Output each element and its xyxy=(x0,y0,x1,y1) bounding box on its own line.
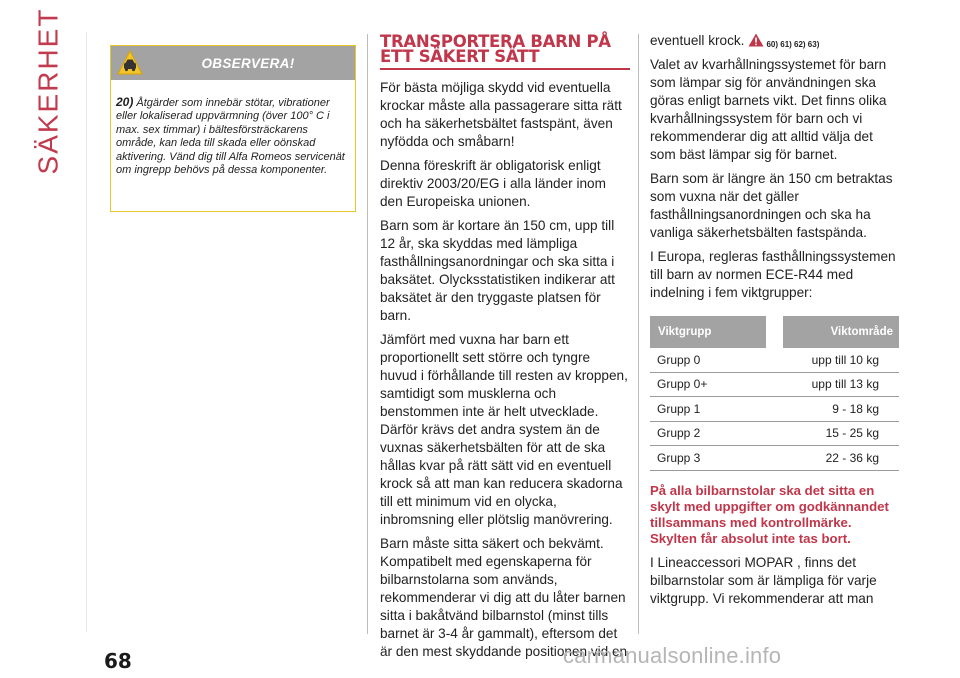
cell-range: upp till 13 kg xyxy=(811,377,879,392)
table-row xyxy=(650,373,899,398)
section-heading: TRANSPORTERA BARN PÅ ETT SÄKERT SÄTT xyxy=(380,34,630,70)
observera-body: Åtgärder som innebär stötar, vibrationer eller lokaliserad uppvärmning (över 100° C i max. sex timmar) i bältesförsträckarens område, kan leda till skada eller oönskad aktivering. Vänd dig till Alfa Romeos servicenät om ingrepp behövs på dessa komponenter. xyxy=(116,97,345,177)
observera-title: OBSERVERA! xyxy=(201,55,295,71)
car-warning-icon xyxy=(117,50,143,76)
section-tab-label: SÄKERHET xyxy=(32,7,63,175)
paragraph: Barn som är längre än 150 cm betraktas som vuxna när det gäller fasthållningsanordningen och ska ha vanliga säkerhetsbälten fastspända. xyxy=(650,171,893,240)
section-tab xyxy=(18,7,78,175)
reference-numbers: 60) 61) 62) 63) xyxy=(766,40,820,49)
cell-range: 15 - 25 kg xyxy=(825,426,879,441)
cell-group: Grupp 2 xyxy=(657,426,701,441)
cell-group: Grupp 3 xyxy=(657,450,701,465)
middle-column xyxy=(380,34,630,661)
table-header xyxy=(650,316,899,348)
header-weight-range: Viktområde xyxy=(783,316,899,348)
cell-group: Grupp 0+ xyxy=(657,377,708,392)
side-divider xyxy=(86,32,87,632)
weight-group-table xyxy=(650,316,899,471)
table-row xyxy=(650,397,899,422)
paragraph: I Lineaccessori MOPAR , finns det bilbarnstolar som är lämpliga för varje viktgrupp. Vi rekommenderar att man xyxy=(650,554,877,606)
warning-triangle-icon xyxy=(748,33,764,47)
column-divider xyxy=(638,34,639,634)
approval-label-note: På alla bilbarnstolar ska det sitta en skylt med uppgifter om godkännandet tillsammans med kontrollmärke. Skylten får absolut inte tas bort. xyxy=(650,482,889,547)
paragraph: I Europa, regleras fasthållningssystemen till barn av normen ECE-R44 med indelning i fem viktgrupper: xyxy=(650,249,896,300)
table-row xyxy=(650,422,899,447)
paragraph: Jämfört med vuxna har barn ett proportionellt sett större och tyngre huvud i förhållande till resten av kroppen, samtidigt som musklerna och benstommen inte är helt utvecklade. Därför krävs det andra system än de vuxnas säkerhetsbälten för att de ska hållas kvar på rätt sätt vid en eventuell krock så att man kan reducera skadorna till ett minimum vid en olycka, inbromsning eller plötslig manövrering. xyxy=(380,332,628,527)
table-row xyxy=(650,446,899,471)
cell-range: 22 - 36 kg xyxy=(825,450,879,465)
column-divider xyxy=(367,34,368,634)
paragraph: För bästa möjliga skydd vid eventuella krockar måste alla passagerare sitta rätt och ha säkerhetsbältet fastspänt, även nyfödda och småbarn! xyxy=(380,80,622,149)
cell-range: upp till 10 kg xyxy=(811,352,879,367)
cell-group: Grupp 1 xyxy=(657,401,701,416)
watermark: carmanualsonline.info xyxy=(563,643,782,668)
table-row xyxy=(650,348,899,373)
continued-text: eventuell krock. xyxy=(650,33,745,48)
cell-group: Grupp 0 xyxy=(657,352,701,367)
paragraph: Barn som är kortare än 150 cm, upp till 12 år, ska skyddas med lämpliga fasthållningsanordningar och ska sitta i baksätet. Olycksstatistiken indikerar att baksätet är den tryggaste platsen för barn. xyxy=(380,218,615,323)
observera-number: 20) xyxy=(116,95,134,109)
right-column xyxy=(650,32,900,608)
paragraph: Valet av kvarhållningssystemet för barn som lämpar sig för användningen ska göras enligt barnets vikt. Det finns olika kvarhållningssystem för barn och vi rekommenderar dig att alltid välja det som bäst lämpar sig för barnet. xyxy=(650,57,887,162)
cell-range: 9 - 18 kg xyxy=(832,401,879,416)
observera-header xyxy=(111,46,355,80)
paragraph: Denna föreskrift är obligatorisk enligt direktiv 2003/20/EG i alla länder inom den Europeiska unionen. xyxy=(380,158,606,209)
paragraph: Barn måste sitta säkert och bekvämt. Kompatibelt med egenskaperna för bilbarnstolarna som används, rekommenderar vi dig att du låter barnen sitta i bakåtvänd bilbarnstol (minst tills barnet är 3-4 år gammalt), eftersom det är den mest skyddande positionen vid en xyxy=(380,536,628,659)
paragraph-continued xyxy=(650,32,900,50)
header-weight-group: Viktgrupp xyxy=(650,316,766,348)
observera-box xyxy=(110,45,356,212)
page-number: 68 xyxy=(104,649,132,673)
observera-text xyxy=(111,80,355,177)
